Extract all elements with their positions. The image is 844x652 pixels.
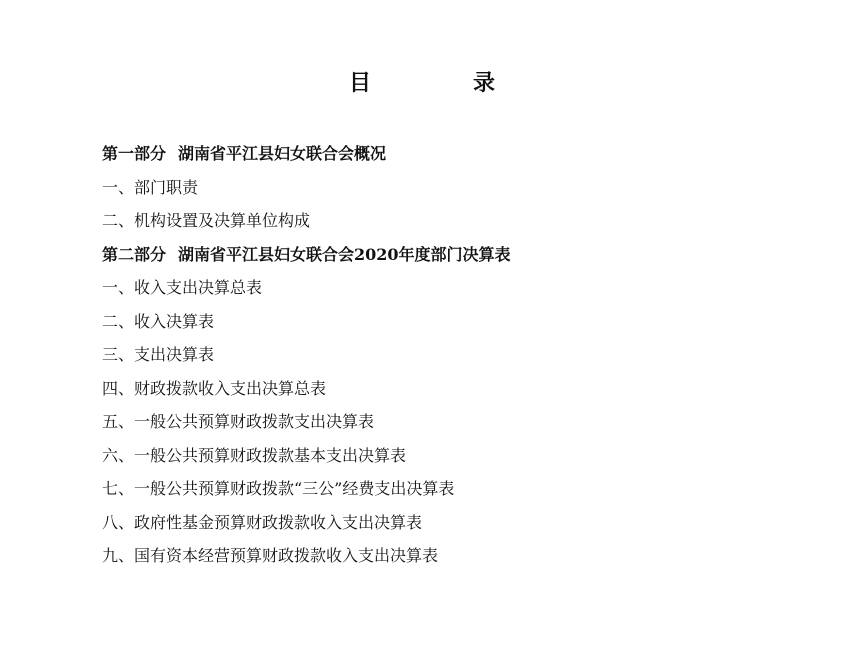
table-of-contents [102,141,802,577]
toc-item: 六、一般公共预算财政拨款基本支出决算表 [102,445,407,465]
toc-item: 七、一般公共预算财政拨款“三公”经费支出决算表 [102,479,455,498]
toc-item: 五、一般公共预算财政拨款支出决算表 [102,412,375,431]
toc-part-number: 第一部分 [102,144,167,163]
toc-part-title: 湖南省平江县妇女联合会概况 [178,144,387,163]
toc-part-number: 第二部分 [102,244,167,264]
toc-part-1 [102,141,802,175]
toc-item: 三、支出决算表 [102,345,215,364]
toc-item: 一、收入支出决算总表 [102,278,263,297]
toc-item: 二、机构设置及决算单位构成 [102,211,311,230]
toc-item: 一、部门职责 [102,177,199,197]
page-title: 目 录 [348,70,535,96]
toc-part-2 [102,242,802,276]
toc-item: 四、财政拨款收入支出决算总表 [102,378,327,398]
toc-item: 八、政府性基金预算财政拨款收入支出决算表 [102,512,423,532]
toc-item: 九、国有资本经营预算财政拨款收入支出决算表 [102,546,439,565]
toc-item: 二、收入决算表 [102,311,215,331]
toc-part-title: 湖南省平江县妇女联合会2020年度部门决算表 [178,244,511,264]
